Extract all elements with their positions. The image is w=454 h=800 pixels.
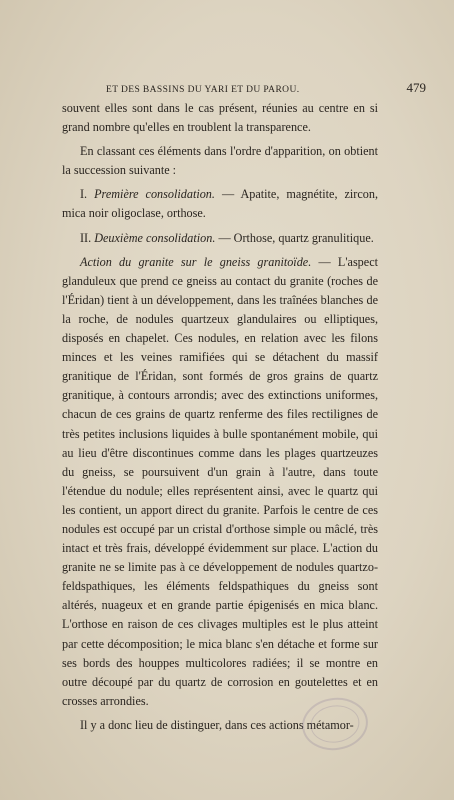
library-stamp — [296, 690, 373, 757]
paragraph-first-consolidation — [62, 185, 378, 223]
page-number: 479 — [406, 80, 426, 95]
list-number: I. — [80, 187, 88, 202]
italic-heading: Première consolidation. — [94, 187, 215, 202]
paragraph-second-consolidation — [62, 229, 378, 248]
paragraph-1: souvent elles sont dans le cas présent, réunies au centre en si grand nombre qu'elles en troublent la transparence. — [62, 101, 378, 135]
paragraph-last: Il y a donc lieu de distinguer, dans ces actions métamor- — [80, 717, 354, 732]
body-text — [62, 99, 378, 740]
page-header — [106, 80, 426, 96]
paragraph-text: — L'aspect glanduleux que prend ce gneiss au contact du granite (roches de l'Éridan) tient à un développement, dans les traînées blanches de la roche, de nodules quartzeux glandulaires ou elliptiques, disposés en chapelet. Ces nodules, en relation avec les filons minces et les veines ramifiées qui se détachent du massif granitique de l'Éridan, sont formés de gros grains de quartz granitique, à contours arrondis; avec des extinctions uniformes, chacun de ces grains de quartz renferme des files rectilignes de très petites inclusions liquides à bulle spontanément mobile, qui au lieu d'être discontinues comme dans les plages quartzeuzes du gneiss, se poursuivent d'un grain à l'autre, dans toute l'étendue du nodule; elles représentent ainsi, avec le quartz qui les contient, un apport direct du granite. Parfois le centre de ces nodules est occupé par un cristal d'orthose simple ou mâclé, très intact et très frais, développé évidemment sur place. L'action du granite ne se limite pas à ce développement de nodules quartzo-feldspathiques, les éléments feldspathiques du gneiss sont altérés, nuageux et en grande partie épigenisés en mica blanc. L'orthose en raison de ces clivages multiples est le plus atteint par cette décomposition; le mica blanc s'en détache et forme sur ses bords des houppes multicolores radiées; il se montre en outre découpé par du quartz de corrosion en goutelettes et en crosses arrondies. — [62, 254, 378, 708]
italic-heading: Deuxième consolidation. — [94, 230, 216, 245]
list-number: II. — [80, 230, 92, 245]
paragraph-granite-action — [62, 253, 378, 711]
running-head: ET DES BASSINS DU YARI ET DU PAROU. — [106, 85, 300, 95]
paragraph-2: En classant ces éléments dans l'ordre d'apparition, on obtient la succession suivante : — [62, 144, 378, 178]
list-text: — Orthose, quartz granulitique. — [215, 230, 374, 245]
list-text: — Apatite, magnétite, zircon, mica noir oligoclase, orthose. — [62, 187, 378, 221]
italic-heading: Action du granite sur le gneiss granitoïde. — [80, 254, 312, 269]
